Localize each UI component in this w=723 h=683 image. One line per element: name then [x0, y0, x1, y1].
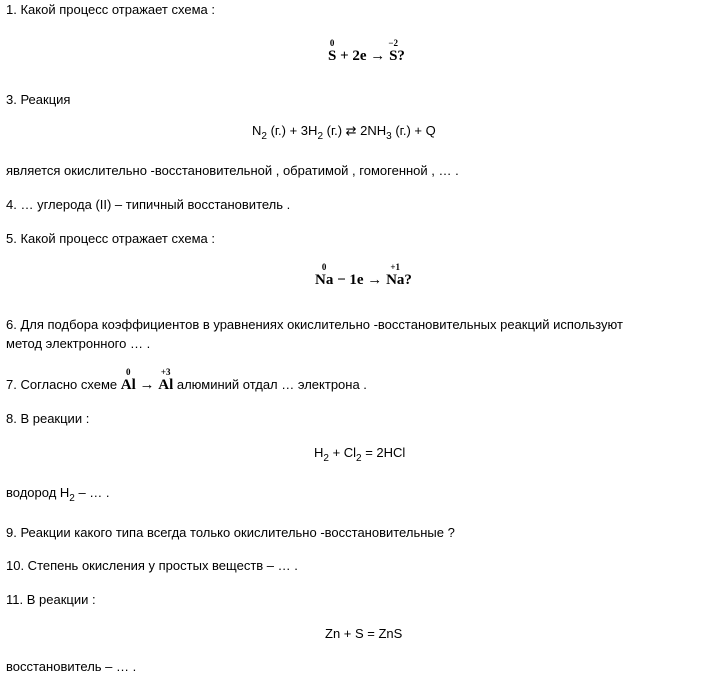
question-11: 11. В реакции :: [6, 592, 96, 607]
question-8: 8. В реакции :: [6, 411, 90, 426]
question-4: 4. … углерода (II) – типичный восстановитель .: [6, 197, 291, 212]
question-8-tail: водород $H_2$ – … .: [6, 485, 110, 504]
question-11-tail: восстановитель – … .: [6, 659, 137, 674]
question-6-line-1: 6. Для подбора коэффициентов в уравнениях окислительно -восстановительных реакций используют: [6, 317, 623, 332]
equation-8: $H_2 + Cl_2 = 2HCl$: [314, 445, 406, 464]
question-7: 7. Согласно схеме 0 Al → +3 Al алюминий отдал … электрона .: [6, 367, 367, 393]
formula-1: 0 S + 2e → −2 S?: [328, 38, 405, 64]
formula-7: 0 Al → +3 Al: [120, 367, 174, 393]
question-9: 9. Реакции какого типа всегда только окислительно -восстановительные ?: [6, 525, 455, 540]
question-3-tail: является окислительно -восстановительной , обратимой , гомогенной , … .: [6, 163, 459, 178]
formula-5: 0 Na − 1e → +1 Na?: [315, 262, 412, 288]
question-5: 5. Какой процесс отражает схема :: [6, 231, 215, 246]
question-3: 3. Реакция: [6, 92, 71, 107]
equation-11: Zn + S = ZnS: [325, 626, 403, 641]
question-6-line-2: метод электронного … .: [6, 336, 151, 351]
question-1: 1. Какой процесс отражает схема :: [6, 2, 215, 17]
equation-3: $N_2$ $(г.) + 3H_2$ (г.) ⇄ $2NH_3$ (г.) + Q: [252, 123, 436, 142]
question-10: 10. Степень окисления у простых веществ – … .: [6, 558, 298, 573]
